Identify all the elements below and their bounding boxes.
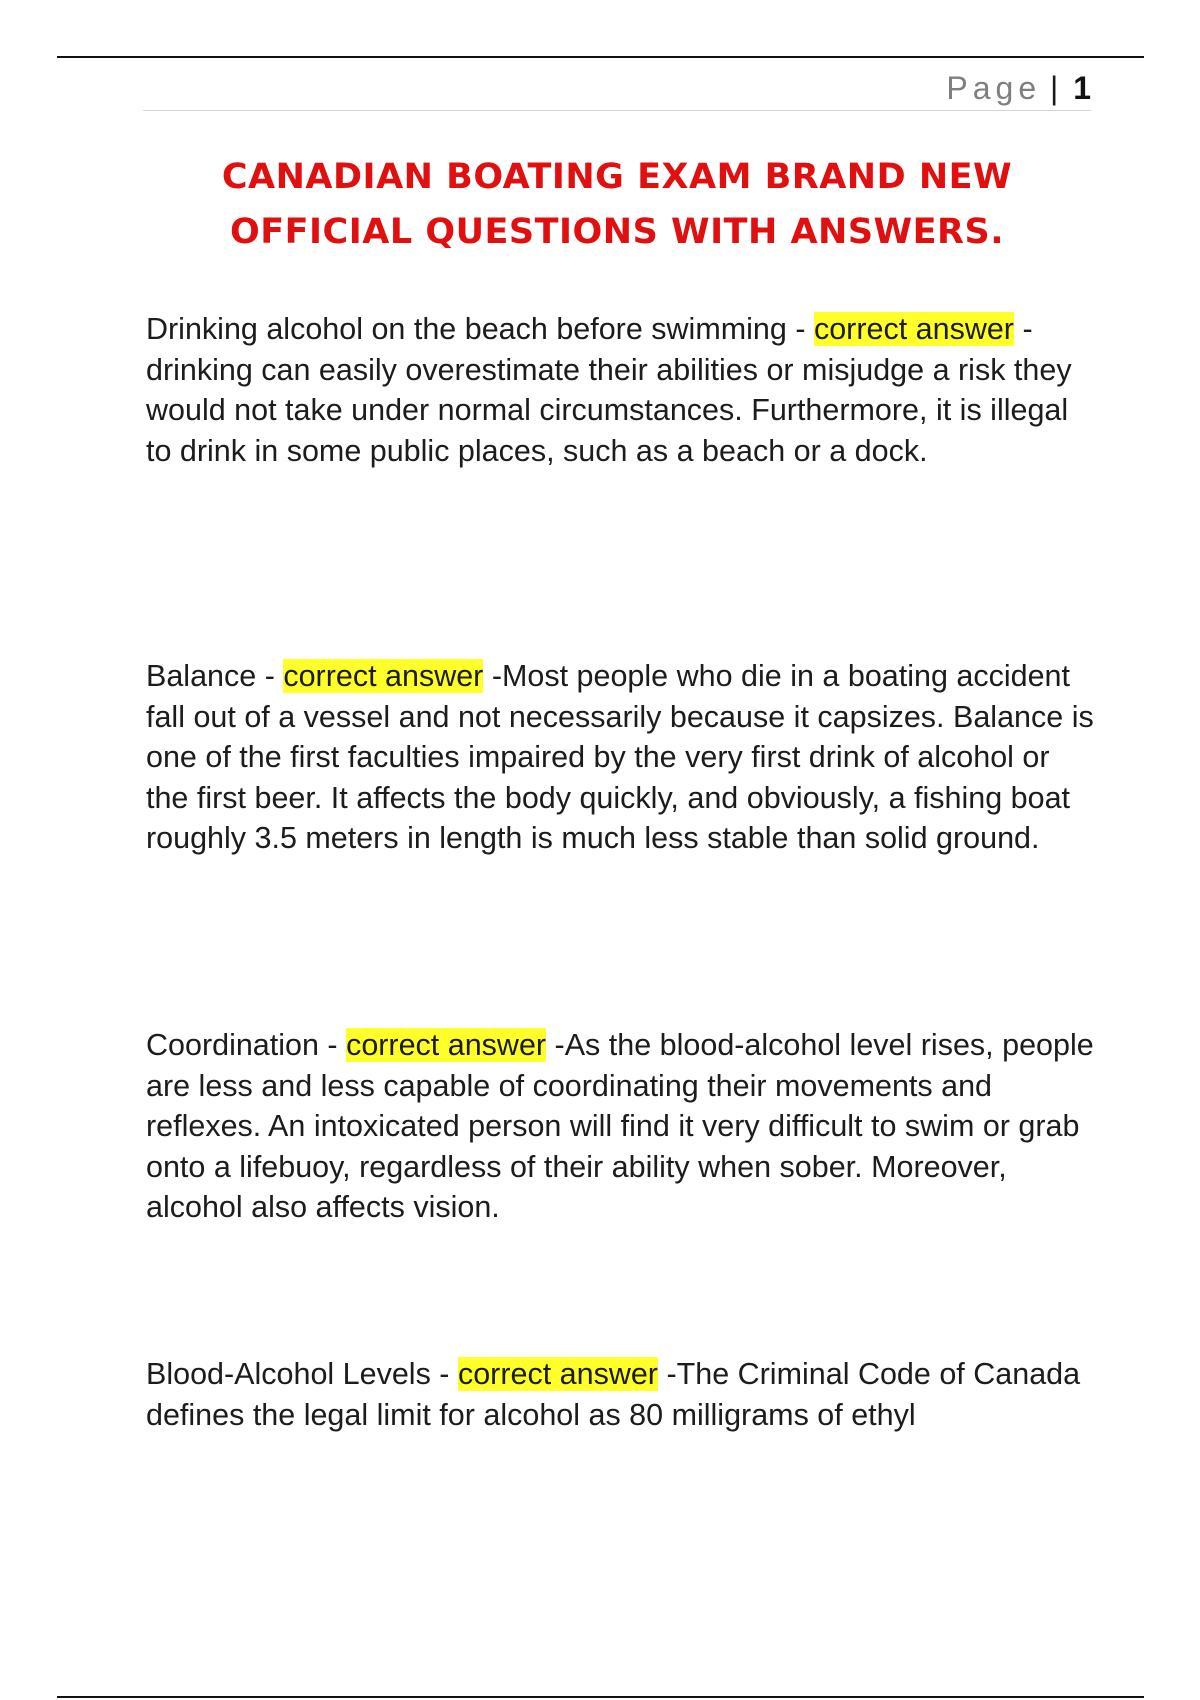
entry-answer: -Most people who die in a boating accident fall out of a vessel and not necessarily because it capsizes. Balance is one of the first faculties impaired by the very first drink of alcohol or the first beer. It affects the body quickly, and obviously, a fishing boat roughly 3.5 meters in length is much less stable than solid ground.	[146, 659, 1094, 855]
bottom-rule	[57, 1696, 1144, 1698]
entry-term: Drinking alcohol on the beach before swimming -	[146, 312, 814, 346]
qa-entry-balance	[146, 656, 1096, 859]
page-separator: |	[1050, 70, 1059, 106]
qa-entry-blood-alcohol-levels	[146, 1354, 1096, 1435]
correct-answer-highlight: correct answer	[457, 1357, 658, 1391]
title-line-1: CANADIAN BOATING EXAM BRAND NEW	[221, 157, 1013, 197]
page-header	[143, 66, 1091, 111]
title-line-2: OFFICIAL QUESTIONS WITH ANSWERS.	[229, 212, 1005, 252]
document-title	[143, 150, 1091, 260]
qa-entry-coordination	[146, 1025, 1096, 1228]
entry-answer: -drinking can easily overestimate their abilities or misjudge a risk they would not take under normal circumstances. Furthermore, it is illegal to drink in some public places, such as a beach or a dock.	[146, 312, 1072, 468]
entry-answer: -The Criminal Code of Canada defines the legal limit for alcohol as 80 milligrams of ethyl	[146, 1357, 1081, 1432]
page-number: 1	[1073, 70, 1091, 106]
page-label: Page	[946, 70, 1042, 106]
qa-entry-drinking-on-beach	[146, 309, 1096, 471]
entry-answer: -As the blood-alcohol level rises, people are less and less capable of coordinating their movements and reflexes. An intoxicated person will find it very difficult to swim or grab onto a lifebuoy, regardless of their ability when sober. Moreover, alcohol also affects vision.	[146, 1028, 1094, 1224]
entry-term: Coordination -	[146, 1028, 347, 1062]
top-rule	[57, 56, 1144, 58]
entry-term: Blood-Alcohol Levels -	[146, 1357, 458, 1391]
entry-term: Balance -	[146, 659, 284, 693]
correct-answer-highlight: correct answer	[813, 312, 1014, 346]
correct-answer-highlight: correct answer	[346, 1028, 547, 1062]
correct-answer-highlight: correct answer	[283, 659, 484, 693]
